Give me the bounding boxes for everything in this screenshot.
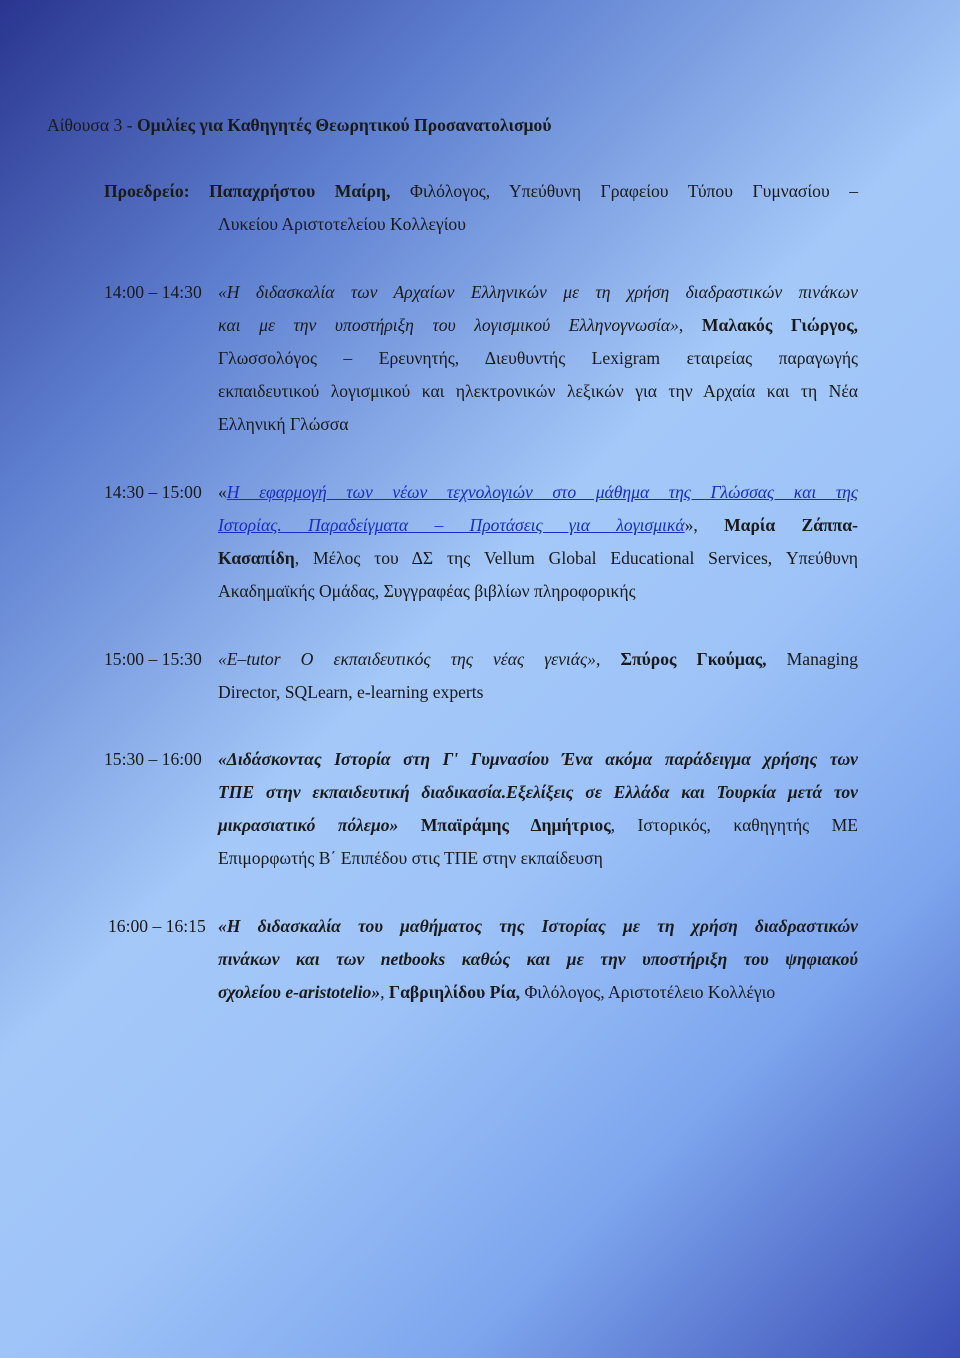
separator: , (380, 982, 389, 1002)
talk-desc-line: Ακαδημαϊκής Ομάδας, Συγγραφέας βιβλίων πληροφορικής (218, 581, 636, 601)
talk-desc-line: εκπαιδευτικού λογισμικού και ηλεκτρονικών λεξικών για την Αρχαία και τη Νέα (218, 381, 858, 401)
talk-title: σχολείου e-aristotelio» (218, 982, 381, 1002)
talk-title-link[interactable] (218, 515, 685, 535)
talk-title: και με την υποστήριξη του λογισμικού Ελληνογνωσία» (218, 315, 679, 335)
speaker-name: Μαρία Ζάππα- (724, 515, 858, 535)
speaker-name: Μαλακός Γιώργος, (701, 315, 859, 335)
talk-title: ΤΠΕ στην εκπαιδευτική διαδικασία.Εξελίξεις σε Ελλάδα και Τουρκία μετά τον (218, 782, 858, 802)
talk-title-line: και με την υποστήριξη του λογισμικού Ελληνογνωσία», Μαλακός Γιώργος, (218, 315, 859, 335)
talk-title: «E–tutor Ο εκπαιδευτικός της νέας γενιάς» (218, 649, 596, 669)
talk-title: «Η διδασκαλία των Αρχαίων Ελληνικών με τη χρήση διαδραστικών πινάκων (218, 282, 858, 302)
talk-title: πινάκων και των netbooks καθώς και με την υποστήριξη του ψηφιακού (218, 949, 858, 969)
talk-title-line (218, 481, 858, 503)
speaker-name: Κασαπίδη (218, 548, 295, 568)
chair-desc: Φιλόλογος, Υπεύθυνη Γραφείου Τύπου Γυμνασίου – (409, 181, 858, 201)
room-title: Ομιλίες για Καθηγητές Θεωρητικού Προσανατολισμού (136, 115, 552, 135)
talk-title-line (218, 981, 775, 1003)
chair-line-1 (104, 180, 858, 202)
speaker-name: Σπύρος Γκούμας, (620, 649, 767, 669)
separator: , (595, 649, 621, 669)
chair-line-2: Λυκείου Αριστοτελείου Κολλεγίου (218, 214, 466, 234)
talk-title-line (218, 514, 858, 536)
speaker-desc: , Μέλος του ΔΣ της Vellum Global Educational Services, Υπεύθυνη (294, 548, 858, 568)
talk-desc-line: Επιμορφωτής Β΄ Επιπέδου στις ΤΠΕ στην εκπαίδευση (218, 848, 603, 868)
talk-title: Ιστορίας. Παραδείγματα – Προτάσεις για λογισμικά (218, 515, 685, 535)
chair-label: Προεδρείο: (104, 181, 190, 201)
talk-desc-line: Ελληνική Γλώσσα (218, 414, 349, 434)
quote-mark: « (218, 482, 227, 502)
quote-mark: », (684, 515, 725, 535)
talk-title-line (218, 781, 858, 803)
speaker-desc: Managing (766, 649, 858, 669)
talk-title-line (218, 948, 858, 970)
talk-title-line (218, 281, 858, 303)
speaker-desc: Φιλόλογος, Αριστοτέλειο Κολλέγιο (520, 982, 776, 1002)
talk-desc-line: Director, SQLearn, e-learning experts (218, 682, 484, 702)
talk-time: 16:00 – 16:15 (108, 916, 206, 936)
room-label: Αίθουσα 3 - (47, 115, 137, 135)
talk-time: 15:00 – 15:30 (104, 649, 202, 669)
talk-title: «Διδάσκοντας Ιστορία στη Γ' Γυμνασίου Ένα ακόμα παράδειγμα χρήσης των (218, 749, 858, 769)
talk-title: «Η διδασκαλία του μαθήματος της Ιστορίας με τη χρήση διαδραστικών (218, 916, 858, 936)
talk-title: μικρασιατικό πόλεμο» (218, 815, 399, 835)
speaker-desc: , Ιστορικός, καθηγητής ΜΕ (610, 815, 858, 835)
speaker-name: Γαβριηλίδου Ρία, (388, 982, 521, 1002)
room-heading (47, 114, 551, 136)
talk-title-line (218, 748, 858, 770)
talk-title-line (218, 915, 858, 937)
talk-title-link[interactable] (227, 482, 858, 502)
chair-name: Παπαχρήστου Μαίρη, (209, 181, 391, 201)
talk-title-line (218, 814, 858, 836)
speaker-name: Μπαϊράμης Δημήτριος (420, 815, 611, 835)
talk-title: Η εφαρμογή των νέων τεχνολογιών στο μάθημα της Γλώσσας και της (226, 482, 858, 502)
talk-time: 14:30 – 15:00 (104, 482, 202, 502)
talk-desc-line: Γλωσσολόγος – Ερευνητής, Διευθυντής Lexigram εταιρείας παραγωγής (218, 348, 858, 368)
talk-title-line (218, 648, 858, 670)
talk-time: 15:30 – 16:00 (104, 749, 202, 769)
talk-time: 14:00 – 14:30 (104, 282, 202, 302)
talk-desc-line (218, 547, 858, 569)
